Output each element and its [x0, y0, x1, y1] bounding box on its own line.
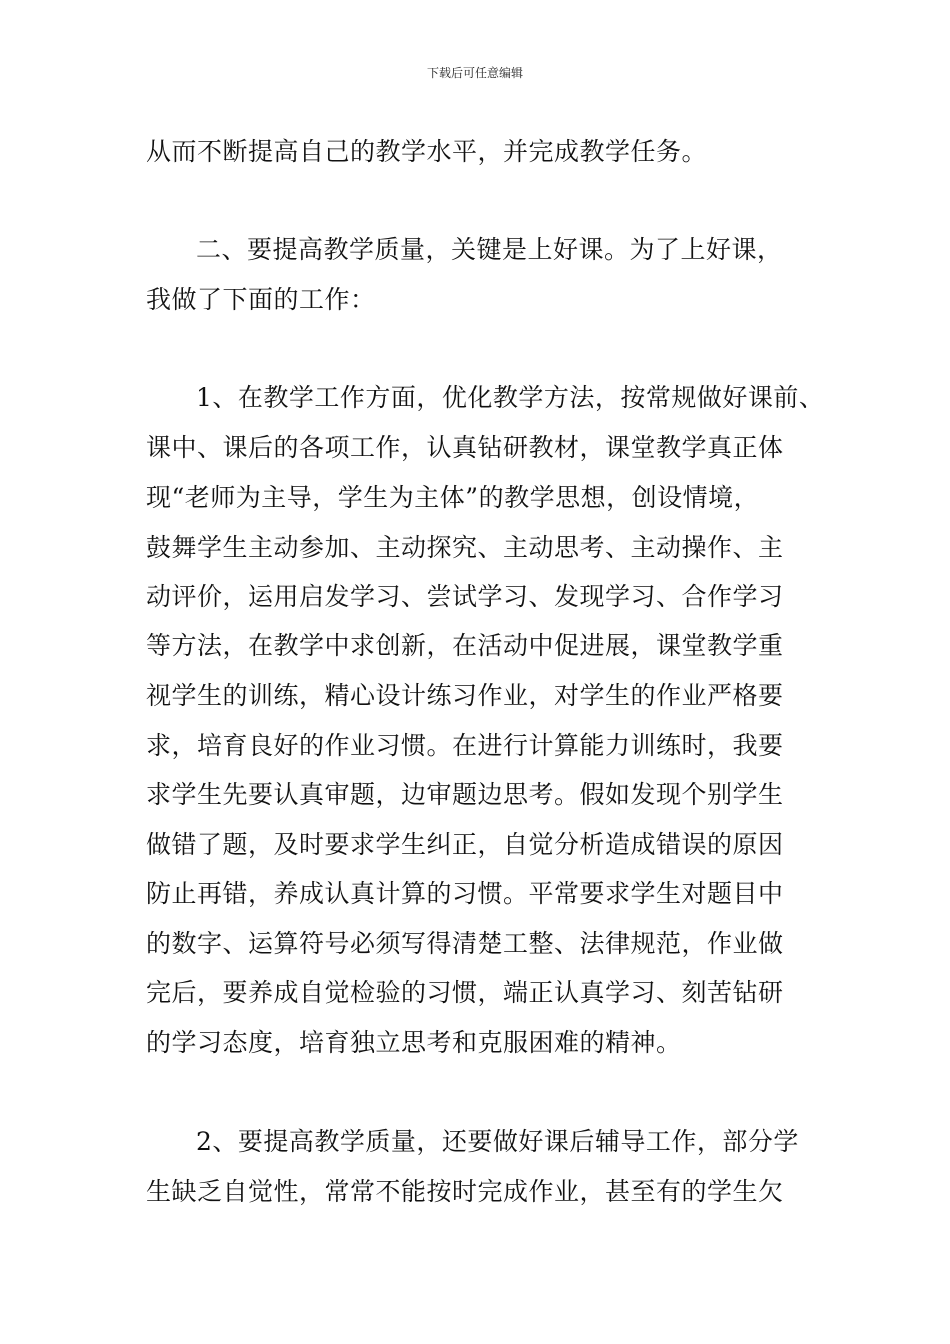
paragraph-line: 求学生先要认真审题，边审题边思考。假如发现个别学生 — [146, 780, 784, 809]
paragraph-line: 1、在教学工作方面，优化教学方法，按常规做好课前、 — [196, 383, 825, 412]
paragraph-line: 的学习态度，培育独立思考和克服困难的精神。 — [146, 1028, 682, 1057]
paragraph-line: 视学生的训练，精心设计练习作业，对学生的作业严格要 — [146, 681, 784, 710]
paragraph-line: 现“老师为主导，学生为主体”的教学思想，创设情境， — [146, 483, 760, 512]
paragraph-line: 2、要提高教学质量，还要做好课后辅导工作，部分学 — [196, 1127, 799, 1156]
paragraph-line: 防止再错，养成认真计算的习惯。平常要求学生对题目中 — [146, 879, 784, 908]
paragraph-line: 求，培育良好的作业习惯。在进行计算能力训练时，我要 — [146, 731, 784, 760]
page-header-note: 下载后可任意编辑 — [426, 66, 523, 80]
paragraph-line: 完后，要养成自觉检验的习惯，端正认真学习、刻苦钻研 — [146, 978, 784, 1007]
paragraph-line: 从而不断提高自己的教学水平，并完成教学任务。 — [146, 137, 708, 166]
paragraph-line: 我做了下面的工作： — [146, 285, 376, 314]
paragraph-line: 二、要提高教学质量，关键是上好课。为了上好课， — [196, 235, 783, 264]
paragraph-line: 动评价，运用启发学习、尝试学习、发现学习、合作学习 — [146, 582, 784, 611]
paragraph-line: 做错了题，及时要求学生纠正，自觉分析造成错误的原因 — [146, 830, 784, 859]
paragraph-line: 等方法，在教学中求创新，在活动中促进展，课堂教学重 — [146, 631, 784, 660]
paragraph-line: 生缺乏自觉性，常常不能按时完成作业，甚至有的学生欠 — [146, 1177, 784, 1206]
paragraph-line: 鼓舞学生主动参加、主动探究、主动思考、主动操作、主 — [146, 533, 784, 562]
paragraph-line: 的数字、运算符号必须写得清楚工整、法律规范，作业做 — [146, 929, 784, 958]
paragraph-line: 课中、课后的各项工作，认真钻研教材，课堂教学真正体 — [146, 433, 784, 462]
